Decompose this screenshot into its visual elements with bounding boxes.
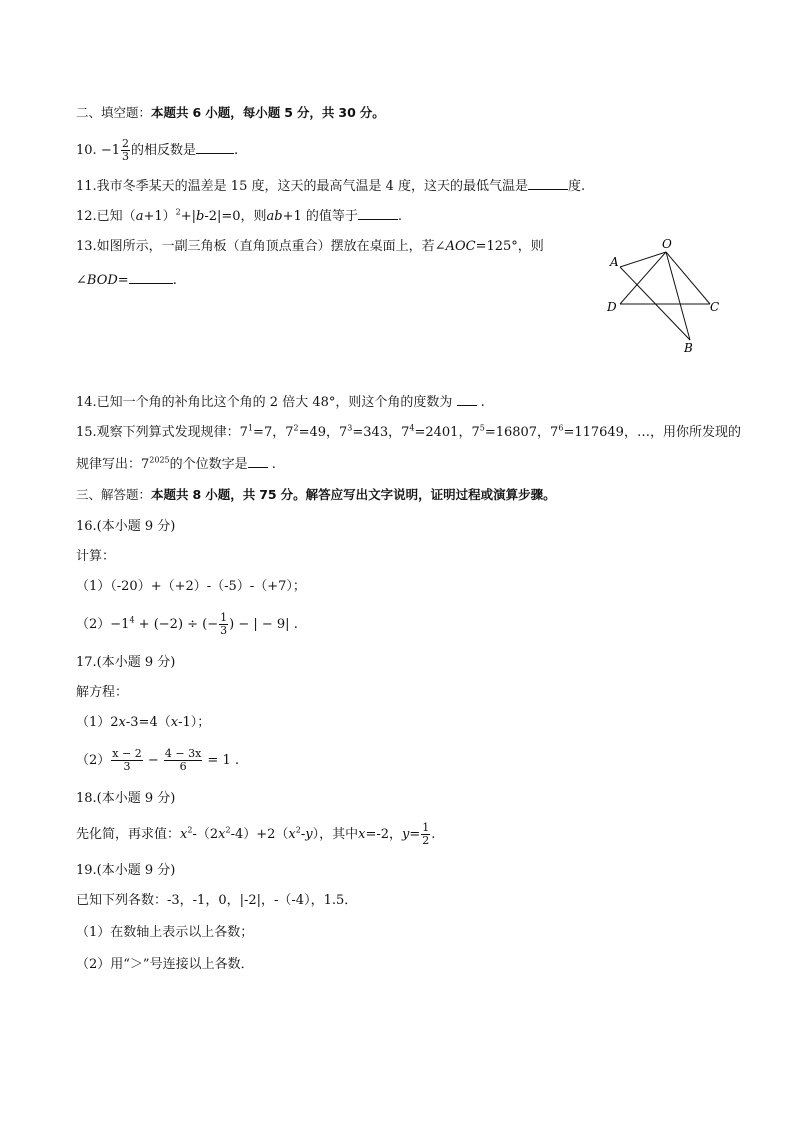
question-text: ），其中 bbox=[312, 827, 359, 842]
section-total: 30 bbox=[338, 105, 356, 120]
label-O: O bbox=[662, 237, 672, 251]
question-13-line2 bbox=[76, 270, 177, 290]
punctuation: . bbox=[397, 209, 403, 224]
question-text: = bbox=[409, 827, 421, 842]
exponent: 2025 bbox=[149, 455, 170, 465]
fraction-denominator: 3 bbox=[123, 760, 131, 773]
triangle-figure bbox=[600, 232, 730, 356]
exponent: 4 bbox=[129, 615, 135, 625]
math-text: -1）； bbox=[178, 715, 211, 730]
question-18-head: 18.(本小题 9 分) bbox=[76, 791, 176, 806]
exponent: 2 bbox=[225, 825, 231, 835]
label-D: D bbox=[607, 300, 617, 314]
section-text: 分。 bbox=[359, 105, 385, 120]
fraction bbox=[219, 612, 228, 637]
exponent: 3 bbox=[347, 423, 353, 433]
answer-blank[interactable] bbox=[358, 206, 398, 220]
question-text: - bbox=[300, 827, 306, 842]
math-var: AOC bbox=[445, 239, 476, 254]
math-text: （1）2 bbox=[76, 715, 119, 730]
fraction-numerator: 4 − 3x bbox=[164, 747, 202, 760]
question-text: 13.如图所示，一副三角板（直角顶点重合）摆放在桌面上，若∠ bbox=[76, 239, 446, 254]
question-16-head: 16.(本小题 9 分) bbox=[76, 519, 176, 534]
question-text: 度. bbox=[568, 179, 586, 194]
exponent: 2 bbox=[293, 423, 299, 433]
fraction-denominator: 2 bbox=[422, 834, 430, 847]
question-12 bbox=[76, 206, 402, 226]
fraction-numerator: 1 bbox=[220, 611, 228, 624]
exponent: 4 bbox=[409, 423, 415, 433]
math-var: y bbox=[402, 827, 410, 842]
punctuation: . bbox=[172, 273, 177, 288]
question-text: 的相反数是 bbox=[131, 143, 197, 158]
answer-blank[interactable] bbox=[129, 270, 173, 284]
section-text: 小题，共 bbox=[205, 487, 256, 502]
question-text: +1） bbox=[143, 209, 176, 224]
math-text: -3=4（ bbox=[125, 715, 171, 730]
fraction-denominator: 3 bbox=[122, 150, 129, 163]
section-3-heading bbox=[76, 486, 556, 504]
question-text: =2401，7 bbox=[414, 425, 480, 440]
question-16-part1: （1）（-20）+（+2）-（-5）-（+7）； bbox=[76, 579, 306, 594]
punctuation: . bbox=[431, 827, 436, 842]
question-text: =-2， bbox=[365, 827, 403, 842]
question-text: 14.已知一个角的补角比这个角的 2 倍大 48°，则这个角的度数为 bbox=[76, 395, 453, 410]
question-16-prompt: 计算： bbox=[76, 549, 116, 564]
part-label: （2） bbox=[76, 617, 111, 632]
section-text: 分。解答应写出文字说明，证明过程或演算步骤。 bbox=[280, 487, 556, 502]
exponent: 6 bbox=[558, 423, 564, 433]
question-17-head: 17.(本小题 9 分) bbox=[76, 655, 176, 670]
question-15-line2 bbox=[76, 454, 276, 474]
section-points: 5 bbox=[284, 105, 293, 120]
fraction bbox=[421, 822, 430, 847]
fraction-numerator: 2 bbox=[122, 137, 129, 150]
punctuation: . bbox=[271, 457, 276, 472]
answer-blank[interactable] bbox=[528, 176, 568, 190]
question-number: 10. bbox=[76, 143, 97, 158]
punctuation: . bbox=[234, 143, 239, 158]
question-16-part2 bbox=[76, 612, 298, 637]
fraction bbox=[111, 748, 142, 773]
fraction bbox=[121, 138, 130, 163]
question-text: 的个位数字是 bbox=[169, 457, 248, 472]
question-text: 15.观察下列算式发现规律：7 bbox=[76, 425, 248, 440]
question-text: 规律写出：7 bbox=[76, 457, 150, 472]
question-19-part2: （2）用“＞”号连接以上各数． bbox=[76, 957, 254, 972]
fraction-denominator: 6 bbox=[179, 760, 187, 773]
math-var: x bbox=[218, 827, 226, 842]
fraction bbox=[164, 748, 202, 773]
section-label: 三、解答题： bbox=[76, 487, 152, 502]
part-label: （2） bbox=[76, 753, 111, 768]
exponent: 5 bbox=[479, 423, 485, 433]
math-var: x bbox=[118, 715, 126, 730]
question-text: =49，7 bbox=[298, 425, 348, 440]
section-count: 8 bbox=[192, 487, 202, 502]
math-var: a bbox=[135, 209, 144, 224]
exponent: 2 bbox=[187, 825, 193, 835]
question-14 bbox=[76, 392, 485, 412]
math-var: x bbox=[358, 827, 366, 842]
section-text: 本题共 bbox=[151, 487, 189, 502]
question-13 bbox=[76, 238, 544, 256]
math-var: x bbox=[288, 827, 296, 842]
question-19-part1: （1）在数轴上表示以上各数； bbox=[76, 925, 254, 940]
question-15 bbox=[76, 424, 741, 442]
exponent: 1 bbox=[247, 423, 254, 433]
section-label: 二、填空题： bbox=[76, 105, 152, 120]
math-text: −1 bbox=[100, 143, 120, 158]
section-text: 本题共 bbox=[151, 105, 189, 120]
section-total: 75 bbox=[259, 487, 277, 502]
angle-symbol: ∠ bbox=[76, 273, 87, 288]
label-B: B bbox=[684, 341, 693, 355]
answer-blank[interactable] bbox=[248, 454, 268, 468]
question-10 bbox=[76, 138, 238, 163]
math-var: y bbox=[305, 827, 313, 842]
math-text: ) − | − 9| . bbox=[229, 617, 298, 632]
math-var: x bbox=[180, 827, 188, 842]
label-C: C bbox=[710, 300, 720, 314]
question-text: =343，7 bbox=[352, 425, 410, 440]
question-11 bbox=[76, 176, 585, 196]
fraction-denominator: 3 bbox=[220, 624, 228, 637]
math-text: −1 bbox=[110, 617, 130, 632]
question-text: =117649，…，用你所发现的 bbox=[563, 425, 741, 440]
math-var: BOD bbox=[86, 273, 118, 288]
punctuation: . bbox=[480, 395, 485, 410]
question-19-head: 19.(本小题 9 分) bbox=[76, 863, 176, 878]
math-text: + (−2) ÷ (− bbox=[134, 617, 219, 632]
answer-blank[interactable] bbox=[457, 392, 477, 406]
question-text: -4）+2（ bbox=[230, 827, 289, 842]
question-19-body: 已知下列各数：-3，-1，0，|-2|，-（-4），1.5． bbox=[76, 893, 358, 908]
question-text: +| bbox=[180, 209, 196, 224]
section-count: 6 bbox=[192, 105, 202, 120]
math-var: x bbox=[170, 715, 179, 730]
question-18-body bbox=[76, 822, 435, 847]
question-17-part2 bbox=[76, 748, 239, 773]
question-17-prompt: 解方程： bbox=[76, 685, 129, 700]
exponent: 2 bbox=[295, 825, 301, 835]
section-text: 小题，每小题 bbox=[205, 105, 281, 120]
question-text: =7，7 bbox=[253, 425, 294, 440]
question-text: =16807，7 bbox=[484, 425, 559, 440]
question-17-part1 bbox=[76, 714, 210, 732]
fraction-numerator: 1 bbox=[422, 821, 430, 834]
question-text: -2|=0，则 bbox=[204, 209, 267, 224]
label-A: A bbox=[610, 255, 619, 269]
math-var: b bbox=[196, 209, 205, 224]
question-text: -（2 bbox=[192, 827, 219, 842]
math-text: − bbox=[143, 753, 163, 768]
question-text: 12.已知（ bbox=[76, 209, 136, 224]
exponent: 2 bbox=[175, 207, 181, 217]
math-var: ab bbox=[266, 209, 283, 224]
math-text: = 1 . bbox=[203, 753, 239, 768]
section-2-heading bbox=[76, 104, 385, 122]
question-text: = bbox=[117, 273, 129, 288]
fraction-numerator: x − 2 bbox=[112, 747, 142, 760]
question-text: =125°，则 bbox=[475, 239, 544, 254]
question-text: +1 的值等于 bbox=[282, 209, 358, 224]
section-text: 分，共 bbox=[296, 105, 335, 120]
answer-blank[interactable] bbox=[196, 140, 234, 154]
question-text: 先化简，再求值： bbox=[76, 827, 181, 842]
question-text: 11.我市冬季某天的温差是 15 度，这天的最高气温是 4 度，这天的最低气温是 bbox=[76, 179, 529, 194]
